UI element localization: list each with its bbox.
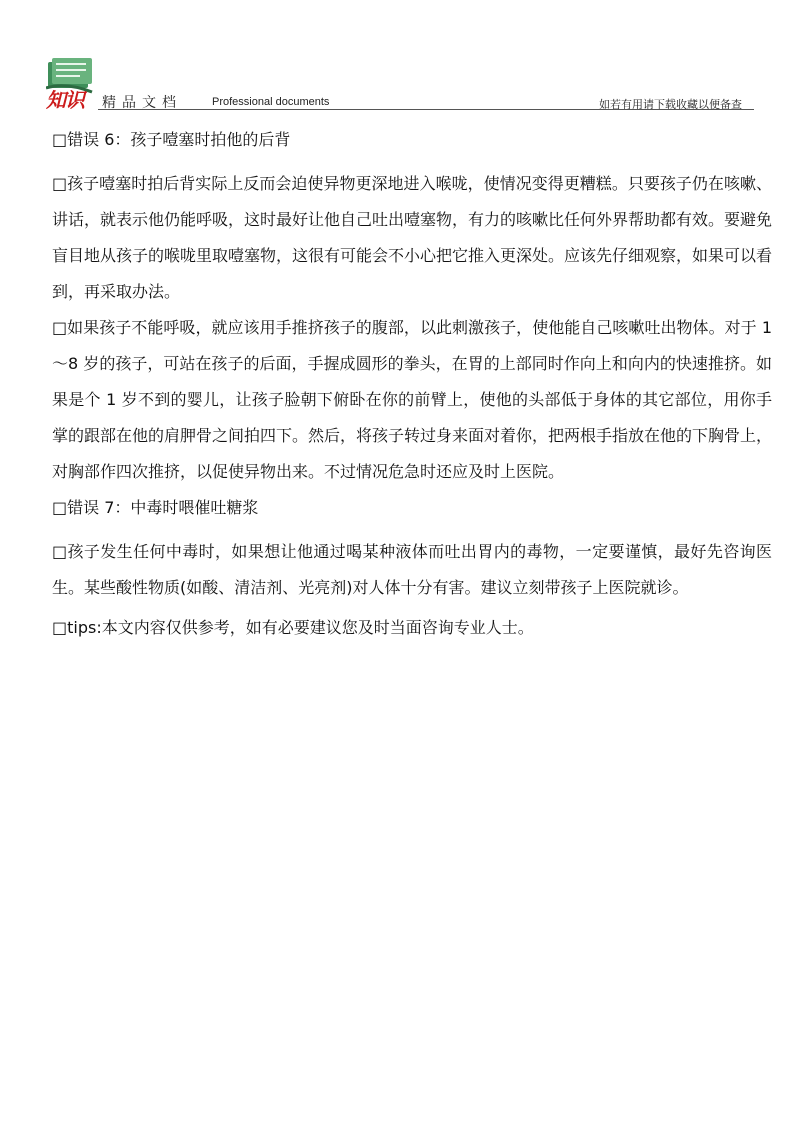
header-subtitle: Professional documents — [212, 96, 330, 108]
page-header — [0, 0, 794, 112]
paragraph-tips: □tips:本文内容仅供参考，如有必要建议您及时当面咨询专业人士。 — [52, 618, 534, 637]
logo-text: 知识 — [46, 88, 84, 112]
header-note: 如若有用请下载收藏以便备查 — [599, 98, 742, 111]
document-body — [52, 122, 772, 646]
paragraph-abdominal-thrust: □如果孩子不能呼吸，就应该用手推挤孩子的腹部，以此刺激孩子，使他能自己咳嗽吐出物体。对于 1～8 岁的孩子，可站在孩子的后面，手握成圆形的拳头，在胃的上部同时作向上和向内的快速推挤。如果是个 1 岁不到的婴儿，让孩子脸朝下俯卧在你的前臂上，使他的头部低于身体的其它部位，用你手掌的跟部在他的肩胛骨之间拍四下。然后，将孩子转过身来面对着你，把两根手指放在他的下胸骨上，对胸部作四次推挤，以促使异物出来。不过情况危急时还应及时上医院。 — [52, 318, 773, 481]
header-title: 精品文档 — [102, 95, 182, 111]
paragraph-back-slap: □孩子噎塞时拍后背实际上反而会迫使异物更深地进入喉咙，使情况变得更糟糕。只要孩子仍在咳嗽、讲话，就表示他仍能呼吸，这时最好让他自己吐出噎塞物，有力的咳嗽比任何外界帮助都有效。要避免盲目地从孩子的喉咙里取噎塞物，这很有可能会不小心把它推入更深处。应该先仔细观察，如果可以看到，再采取办法。 — [52, 174, 773, 301]
section-heading-error-6: □错误 6：孩子噎塞时拍他的后背 — [52, 130, 291, 149]
header-divider — [98, 109, 754, 110]
paragraph-poisoning: □孩子发生任何中毒时，如果想让他通过喝某种液体而吐出胃内的毒物，一定要谨慎，最好先咨询医生。某些酸性物质(如酸、清洁剂、光亮剂)对人体十分有害。建议立刻带孩子上医院就诊。 — [52, 542, 772, 597]
section-heading-error-7: □错误 7：中毒时喂催吐糖浆 — [52, 498, 259, 517]
